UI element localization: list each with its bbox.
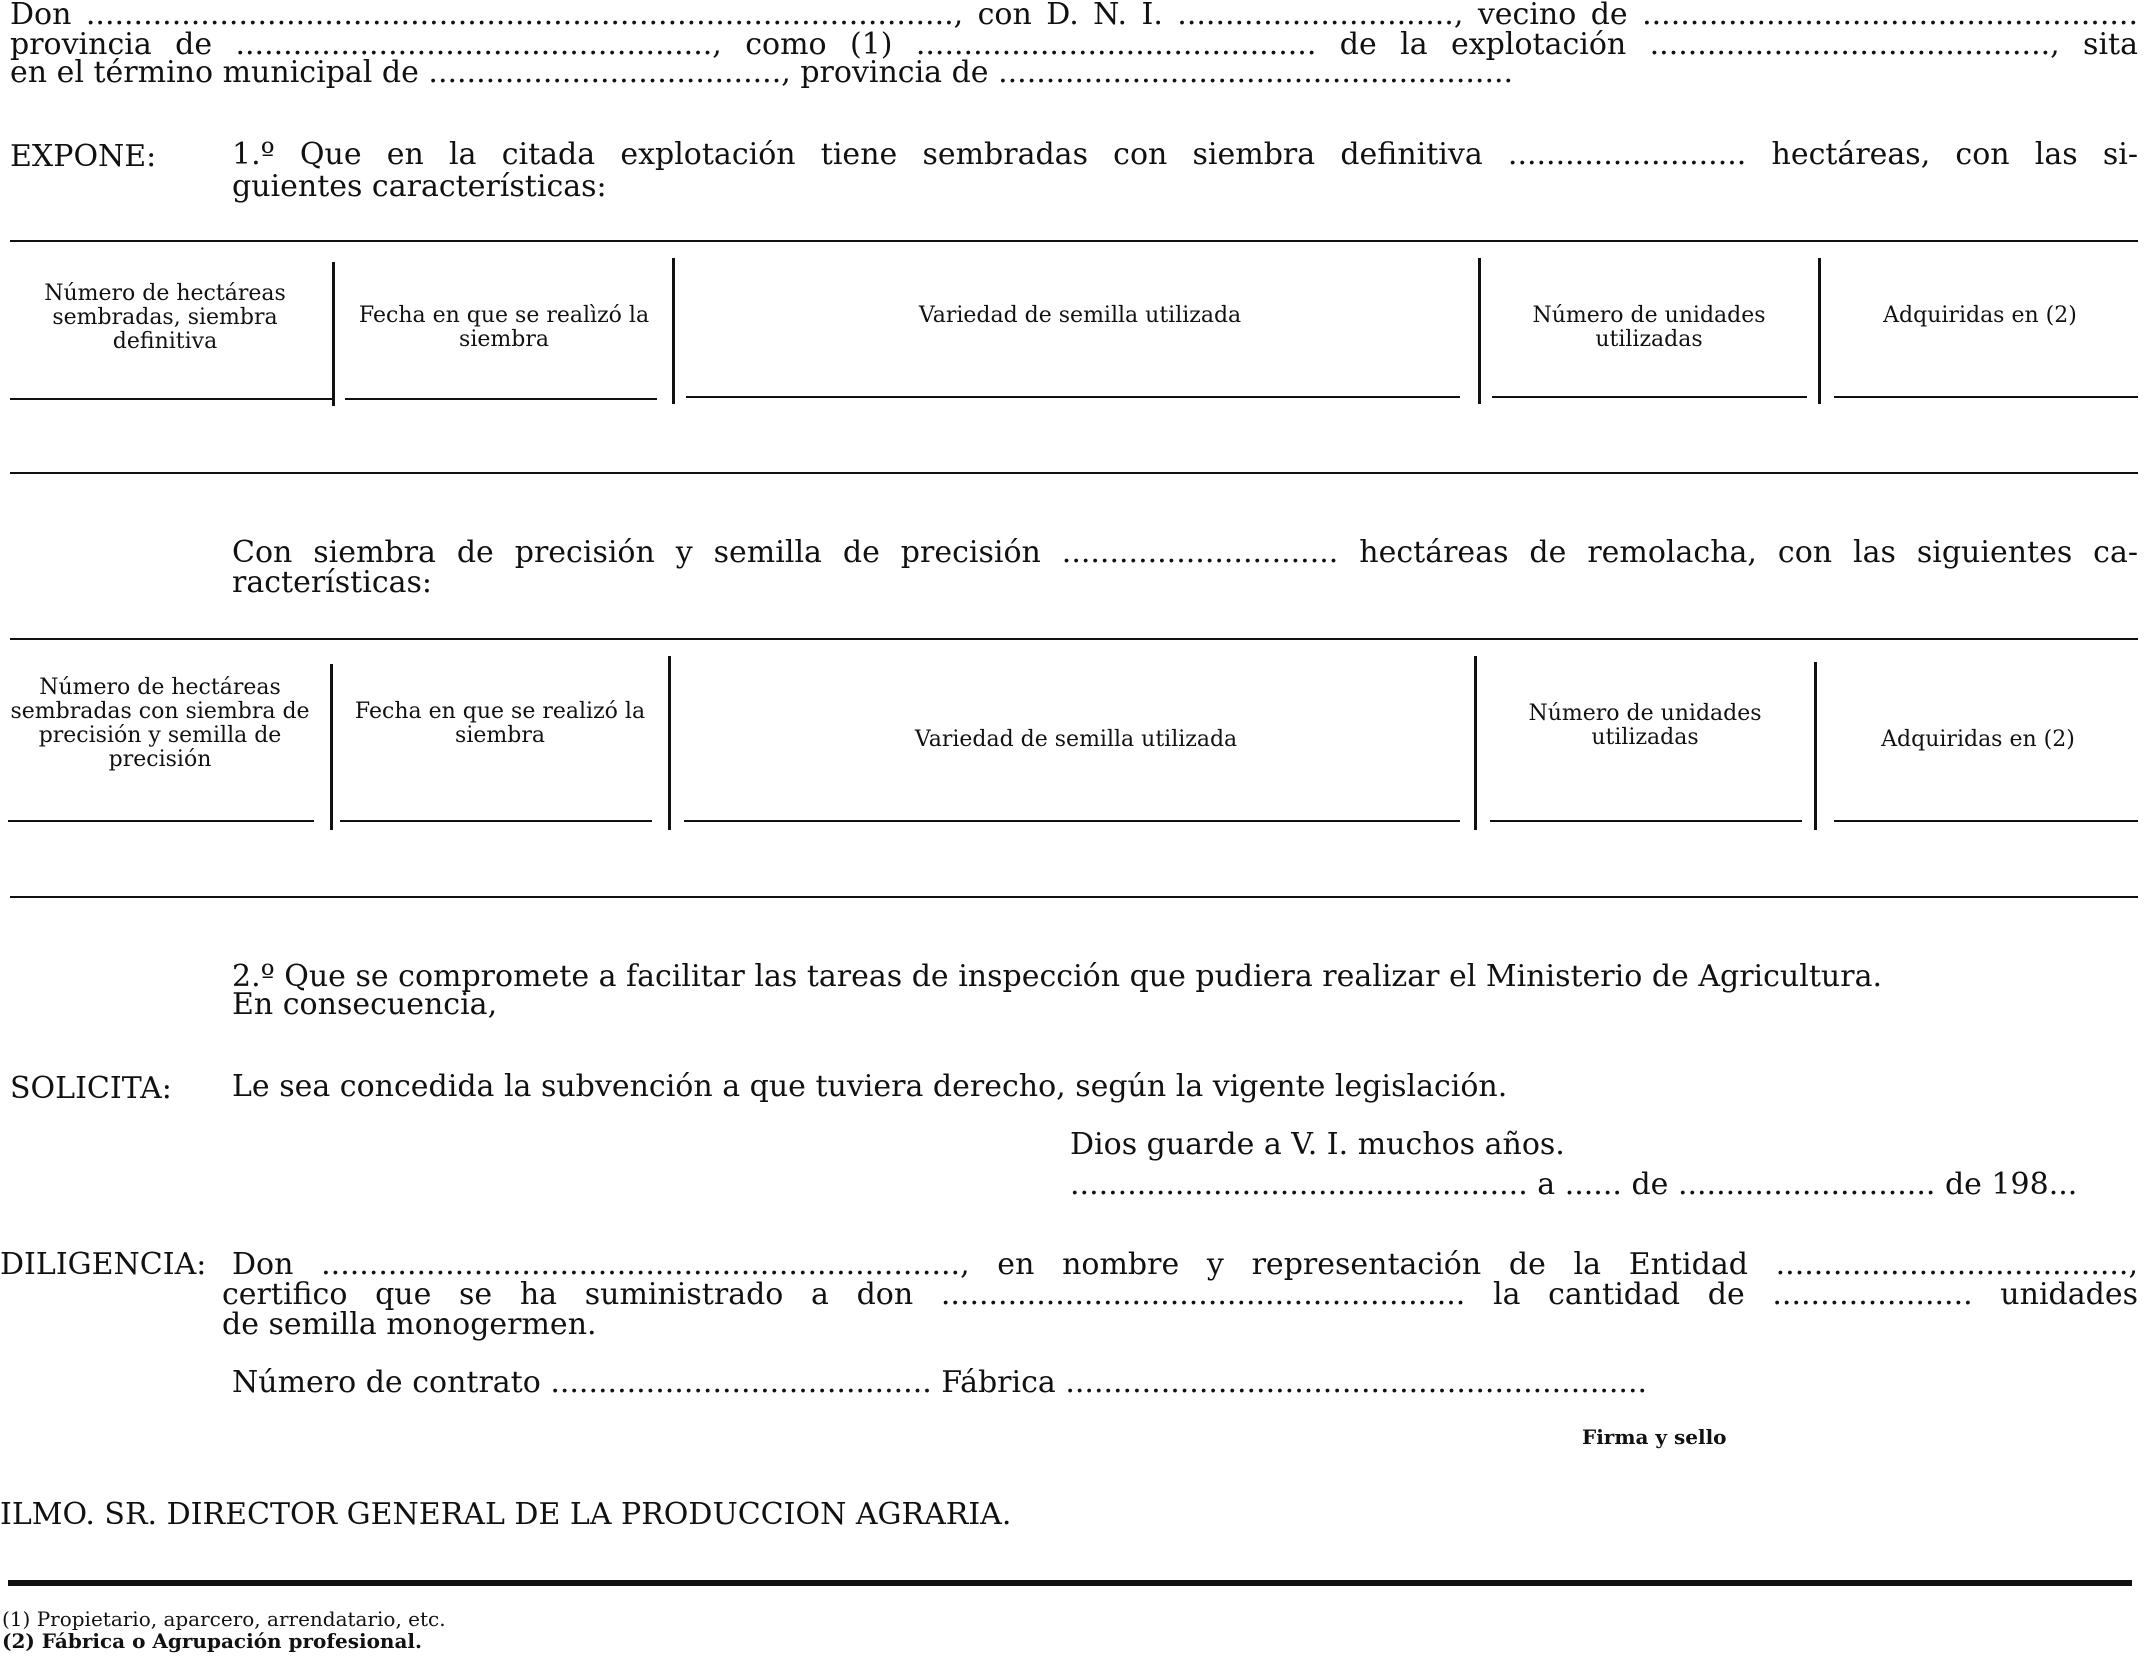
table-1-divider (1818, 258, 1821, 404)
point-2-line-1: 2.º Que se compromete a facilitar las tareas de inspección que pudiera realizar el Ministerio de Agricultura. (232, 959, 1882, 994)
expone-line-2: guientes características: (232, 169, 607, 204)
precision-line-2: racterísticas: (232, 565, 433, 600)
diligencia-line-2: certifico que se ha suministrado a don ....................................................... la cantidad de ..................... unidades (222, 1277, 2138, 1312)
table-2-header-variedad: Variedad de semilla utilizada (914, 727, 1238, 752)
diligencia-contrato: Número de contrato ........................................ Fábrica ............................................................. (232, 1365, 1648, 1400)
solicita-text: Le sea concedida la subvención a que tuviera derecho, según la vigente legislación. (232, 1069, 1508, 1104)
table-1-divider (1478, 258, 1481, 404)
table-2-divider (1814, 662, 1817, 830)
diligencia-line-1: Don ..................................................................., en nombre y representación de la Entidad ....................................., (232, 1247, 2138, 1282)
table-1-cell-rule (10, 398, 332, 400)
header-line-1: Don ..........................................................................................., con D. N. I. ............................., vecino de .................................................... (10, 0, 2138, 32)
table-1-cell-rule (1492, 396, 1807, 398)
table-2-header-fecha: Fecha en que se realizó la siembra (354, 699, 646, 748)
point-2-line-2: En consecuencia, (232, 987, 498, 1022)
table-2-cell-rule (340, 820, 652, 822)
table-2-bottom-rule (10, 896, 2138, 898)
table-2-divider (668, 656, 671, 830)
closing-dios: Dios guarde a V. I. muchos años. (1070, 1127, 1565, 1162)
table-1-bottom-rule (10, 472, 2138, 474)
table-2-header-adquiridas: Adquiridas en (2) (1881, 727, 2075, 752)
table-1-cell-rule (345, 398, 657, 400)
closing-date: ................................................ a ...... de ........................... de 198... (1070, 1167, 2078, 1202)
table-1-divider (672, 258, 675, 404)
precision-line-1: Con siembra de precisión y semilla de precisión ............................. hectáreas de remolacha, con las siguientes ca- (232, 535, 2138, 570)
table-2-cell-rule (8, 820, 314, 822)
diligencia-label: DILIGENCIA: (0, 1247, 207, 1282)
solicita-label: SOLICITA: (10, 1071, 172, 1106)
table-1-header-fecha: Fecha en que se realìzó la siembra (358, 303, 650, 352)
table-2-header-hectareas: Número de hectáreas sembradas con siembra de precisión y semilla de precisión (10, 675, 310, 772)
addressee: ILMO. SR. DIRECTOR GENERAL DE LA PRODUCCION AGRARIA. (0, 1497, 1012, 1532)
table-2-cell-rule (684, 820, 1460, 822)
table-1-cell-rule (1834, 396, 2138, 398)
table-1-top-rule (10, 240, 2138, 242)
header-line-3: en el término municipal de ....................................., provincia de ...................................................... (10, 55, 1514, 90)
table-2-top-rule (10, 638, 2138, 640)
footnote-2: (2) Fábrica o Agrupación profesional. (2, 1629, 422, 1653)
table-1-header-adquiridas: Adquiridas en (2) (1883, 303, 2077, 328)
table-2-cell-rule (1490, 820, 1802, 822)
table-2-cell-rule (1834, 820, 2138, 822)
diligencia-firma: Firma y sello (1582, 1425, 1727, 1449)
table-1-header-variedad: Variedad de semilla utilizada (918, 303, 1242, 328)
diligencia-line-3: de semilla monogermen. (222, 1307, 597, 1342)
header-line-2: provincia de .................................................., como (1) .......................................... de la explotación .........................................., sita (10, 27, 2138, 62)
table-2-divider (1474, 656, 1477, 830)
footnote-rule (8, 1580, 2132, 1586)
table-2-header-unidades: Número de unidades utilizadas (1528, 701, 1762, 750)
expone-label: EXPONE: (10, 139, 157, 174)
table-1-header-unidades: Número de unidades utilizadas (1532, 303, 1766, 352)
expone-line-1: 1.º Que en la citada explotación tiene sembradas con siembra definitiva ......................... hectáreas, con las si- (232, 137, 2138, 172)
table-1-divider (332, 262, 335, 406)
table-1-header-hectareas: Número de hectáreas sembradas, siembra definitiva (44, 281, 286, 354)
footnote-1: (1) Propietario, aparcero, arrendatario, etc. (2, 1607, 446, 1631)
table-2-divider (330, 664, 333, 830)
table-1-cell-rule (686, 396, 1460, 398)
